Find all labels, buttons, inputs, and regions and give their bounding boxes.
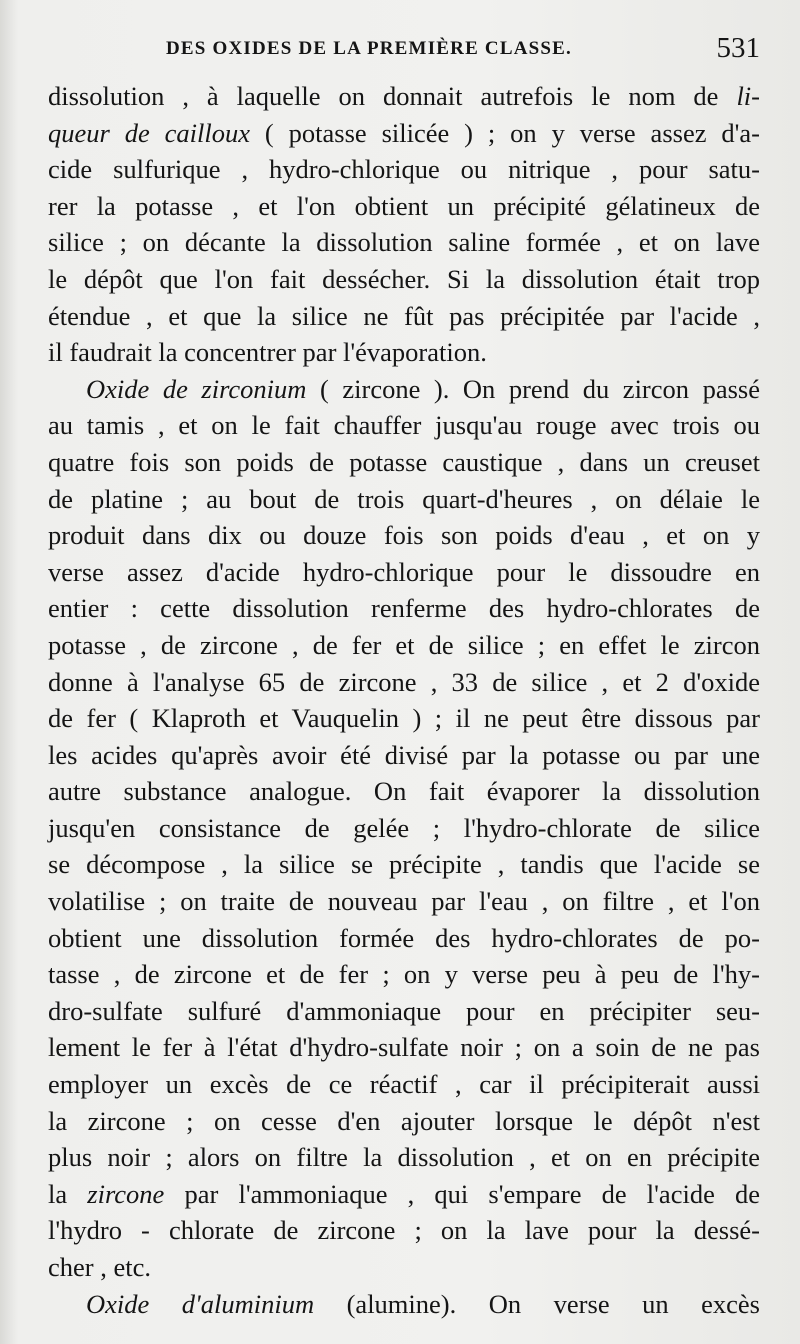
text-line: les acides qu'après avoir été divisé par la potasse ou par une: [48, 739, 760, 770]
text-line: quatre fois son poids de potasse caustique , dans un creuset: [48, 446, 760, 477]
text-line: potasse , de zircone , de fer et de silice ; en effet le zircon: [48, 629, 760, 660]
text-line: cher , etc.: [48, 1252, 151, 1282]
text-line: verse assez d'acide hydro-chlorique pour le dissoudre en: [48, 556, 760, 587]
text-line: de platine ; au bout de trois quart-d'heures , on délaie le: [48, 483, 760, 514]
section-heading-aluminium: Oxide d'aluminium (alumine). On verse un excès: [86, 1288, 760, 1319]
text-line: lement le fer à l'état d'hydro-sulfate noir ; on a soin de ne pas: [48, 1032, 760, 1063]
text-line: queur de cailloux ( potasse silicée ) ; on y verse assez d'a-: [48, 117, 760, 148]
text-line: produit dans dix ou douze fois son poids d'eau , et on y: [48, 520, 760, 551]
text-line: jusqu'en consistance de gelée ; l'hydro-chlorate de silice: [48, 812, 760, 843]
text-line: rer la potasse , et l'on obtient un précipité gélatineux de: [48, 190, 760, 221]
text-line: donne à l'analyse 65 de zircone , 33 de silice , et 2 d'oxide: [48, 666, 760, 697]
text-line: il faudrait la concentrer par l'évaporation.: [48, 337, 487, 368]
section-heading-zirconium: Oxide de zirconium ( zircone ). On prend du zircon passé: [86, 373, 760, 404]
text-line: l'hydro - chlorate de zircone ; on la lave pour la dessé-: [48, 1215, 760, 1246]
text-line: le dépôt que l'on fait dessécher. Si la dissolution était trop: [48, 263, 760, 294]
text-line: cide sulfurique , hydro-chlorique ou nitrique , pour satu-: [48, 154, 760, 185]
text-line: la zircone par l'ammoniaque , qui s'empare de l'acide de: [48, 1178, 760, 1209]
text-line: autre substance analogue. On fait évaporer la dissolution: [48, 776, 760, 807]
text-line: au tamis , et on le fait chauffer jusqu'au rouge avec trois ou: [48, 410, 760, 441]
text-line: silice ; on décante la dissolution saline formée , et on lave: [48, 227, 760, 258]
text-line: employer un excès de ce réactif , car il précipiterait aussi: [48, 1069, 760, 1100]
text-line: obtient une dissolution formée des hydro-chlorates de po-: [48, 922, 760, 953]
running-head: DES OXIDES DE LA PREMIÈRE CLASSE.: [166, 38, 572, 59]
text-line: dro-sulfate sulfuré d'ammoniaque pour en précipiter seu-: [48, 995, 760, 1026]
body-text: [48, 78, 760, 1322]
page-number: 531: [716, 32, 760, 64]
page-header: [166, 34, 766, 70]
text-line: volatilise ; on traite de nouveau par l'eau , on filtre , et l'on: [48, 886, 760, 917]
text-line: entier : cette dissolution renferme des hydro-chlorates de: [48, 593, 760, 624]
text-line: étendue , et que la silice ne fût pas précipitée par l'acide ,: [48, 300, 760, 331]
text-line: tasse , de zircone et de fer ; on y verse peu à peu de l'hy-: [48, 959, 760, 990]
text-line: plus noir ; alors on filtre la dissolution , et on en précipite: [48, 1142, 760, 1173]
text-line: dissolution , à laquelle on donnait autrefois le nom de li-: [48, 81, 760, 111]
text-line: se décompose , la silice se précipite , tandis que l'acide se: [48, 849, 760, 880]
text-line: la zircone ; on cesse d'en ajouter lorsque le dépôt n'est: [48, 1105, 760, 1136]
text-line: de fer ( Klaproth et Vauquelin ) ; il ne peut être dissous par: [48, 703, 760, 734]
